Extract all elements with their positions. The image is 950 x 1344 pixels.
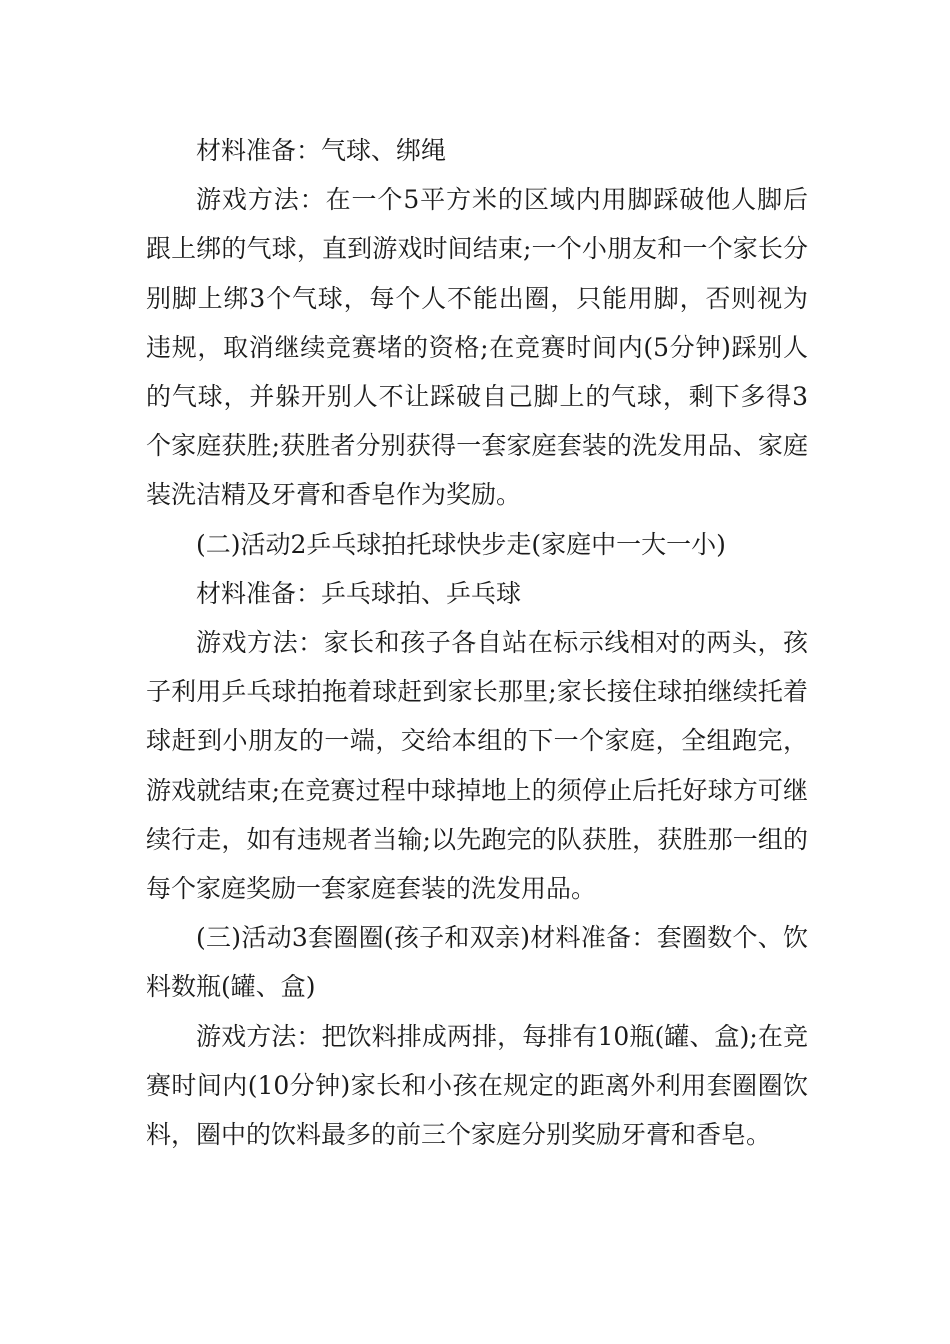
paragraph-game-method-2: 游戏方法：家长和孩子各自站在标示线相对的两头，孩子利用乒乓球拍拖着球赶到家长那里;家长接住球拍继续托着球赶到小朋友的一端，交给本组的下一个家庭，全组跑完，游戏就结束;在竞赛过程中球掉地上的须停止后托好球方可继续行走，如有违规者当输;以先跑完的队获胜，获胜那一组的每个家庭奖励一套家庭套装的洗发用品。 [146, 628, 808, 904]
paragraph-materials-1: 材料准备：气球、绑绳 [196, 136, 447, 165]
paragraph-game-method-3: 游戏方法：把饮料排成两排，每排有10瓶(罐、盒);在竞赛时间内(10分钟)家长和小孩在规定的距离外利用套圈圈饮料，圈中的饮料最多的前三个家庭分别奖励牙膏和香皂。 [146, 1021, 808, 1150]
paragraph-activity-3-heading: (三)活动3套圈圈(孩子和双亲)材料准备：套圈数个、饮料数瓶(罐、盒) [146, 923, 808, 1002]
paragraph-activity-2-heading: (二)活动2乒乓球拍托球快步走(家庭中一大一小) [196, 529, 726, 559]
paragraph-game-method-1: 游戏方法：在一个5平方米的区域内用脚踩破他人脚后跟上绑的气球，直到游戏时间结束;一个小朋友和一个家长分别脚上绑3个气球，每个人不能出圈，只能用脚，否则视为违规，取消继续竞赛堵的资格;在竞赛时间内(5分钟)踩别人的气球，并躲开别人不让踩破自己脚上的气球，剩下多得3个家庭获胜;获胜者分别获得一套家庭套装的洗发用品、家庭装洗洁精及牙膏和香皂作为奖励。 [146, 185, 808, 510]
paragraph-materials-2: 材料准备：乒乓球拍、乒乓球 [196, 578, 522, 608]
document-page [146, 126, 808, 1159]
